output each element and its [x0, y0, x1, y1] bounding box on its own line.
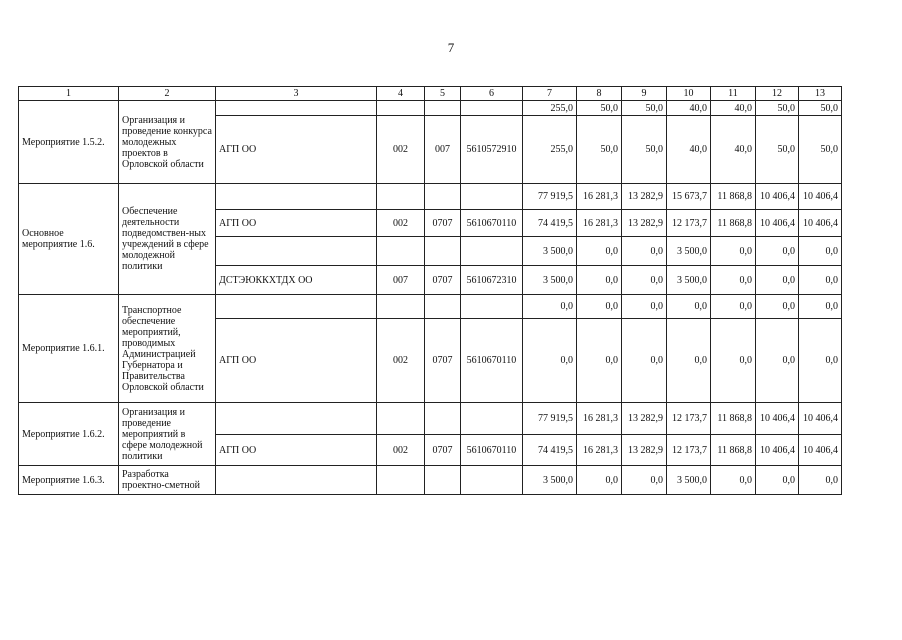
target-article-cell — [461, 184, 523, 210]
amount-cell: 13 282,9 — [622, 210, 667, 237]
executor-cell: АГП ОО — [216, 210, 377, 237]
grbs-code-cell — [377, 101, 425, 116]
amount-cell: 10 406,4 — [799, 184, 842, 210]
amount-cell: 0,0 — [711, 319, 756, 403]
amount-cell: 3 500,0 — [667, 237, 711, 266]
amount-cell: 0,0 — [577, 319, 622, 403]
amount-cell: 0,0 — [711, 466, 756, 495]
amount-cell: 0,0 — [577, 237, 622, 266]
column-header: 4 — [377, 87, 425, 101]
executor-cell — [216, 237, 377, 266]
column-header: 7 — [523, 87, 577, 101]
table-row — [19, 295, 842, 319]
amount-cell: 11 868,8 — [711, 210, 756, 237]
amount-cell: 3 500,0 — [667, 466, 711, 495]
target-article-cell — [461, 237, 523, 266]
event-name: Мероприятие 1.6.2. — [19, 403, 119, 466]
column-header: 1 — [19, 87, 119, 101]
section-code-cell — [425, 295, 461, 319]
amount-cell: 10 406,4 — [756, 184, 799, 210]
table-row — [19, 466, 842, 495]
amount-cell: 255,0 — [523, 116, 577, 184]
amount-cell: 0,0 — [799, 237, 842, 266]
amount-cell: 3 500,0 — [523, 466, 577, 495]
table-row — [19, 101, 842, 116]
target-article-cell: 5610670110 — [461, 319, 523, 403]
amount-cell: 3 500,0 — [667, 266, 711, 295]
amount-cell: 0,0 — [799, 466, 842, 495]
grbs-code-cell: 007 — [377, 266, 425, 295]
executor-cell: АГП ОО — [216, 116, 377, 184]
target-article-cell: 5610670110 — [461, 210, 523, 237]
amount-cell: 10 406,4 — [799, 435, 842, 466]
amount-cell: 0,0 — [622, 466, 667, 495]
amount-cell: 10 406,4 — [756, 403, 799, 435]
amount-cell: 0,0 — [577, 295, 622, 319]
amount-cell: 0,0 — [523, 295, 577, 319]
amount-cell: 12 173,7 — [667, 435, 711, 466]
event-description: Транспортное обеспечение мероприятий, проводимых Администрацией Губернатора и Правительства Орловской области — [119, 295, 216, 403]
grbs-code-cell — [377, 403, 425, 435]
amount-cell: 13 282,9 — [622, 435, 667, 466]
amount-cell: 0,0 — [799, 266, 842, 295]
amount-cell: 3 500,0 — [523, 237, 577, 266]
column-header: 3 — [216, 87, 377, 101]
executor-cell — [216, 295, 377, 319]
event-description: Разработка проектно-сметной — [119, 466, 216, 495]
amount-cell: 50,0 — [756, 101, 799, 116]
column-header: 9 — [622, 87, 667, 101]
amount-cell: 0,0 — [756, 266, 799, 295]
column-header: 8 — [577, 87, 622, 101]
amount-cell: 74 419,5 — [523, 210, 577, 237]
section-code-cell: 0707 — [425, 210, 461, 237]
amount-cell: 50,0 — [799, 101, 842, 116]
section-code-cell — [425, 403, 461, 435]
amount-cell: 12 173,7 — [667, 403, 711, 435]
amount-cell: 40,0 — [711, 116, 756, 184]
executor-cell: АГП ОО — [216, 319, 377, 403]
amount-cell: 40,0 — [667, 101, 711, 116]
amount-cell: 11 868,8 — [711, 435, 756, 466]
table-row — [19, 403, 842, 435]
amount-cell: 0,0 — [711, 295, 756, 319]
column-header: 2 — [119, 87, 216, 101]
event-description: Обеспечение деятельности подведомствен-ных учреждений в сфере молодежной политики — [119, 184, 216, 295]
amount-cell: 0,0 — [799, 295, 842, 319]
amount-cell: 0,0 — [622, 266, 667, 295]
amount-cell: 50,0 — [799, 116, 842, 184]
grbs-code-cell: 002 — [377, 210, 425, 237]
amount-cell: 0,0 — [756, 319, 799, 403]
amount-cell: 10 406,4 — [799, 210, 842, 237]
target-article-cell — [461, 101, 523, 116]
target-article-cell: 5610572910 — [461, 116, 523, 184]
amount-cell: 0,0 — [577, 466, 622, 495]
event-name: Мероприятие 1.5.2. — [19, 101, 119, 184]
amount-cell: 10 406,4 — [756, 210, 799, 237]
section-code-cell: 007 — [425, 116, 461, 184]
amount-cell: 0,0 — [756, 295, 799, 319]
amount-cell: 0,0 — [799, 319, 842, 403]
amount-cell: 40,0 — [711, 101, 756, 116]
amount-cell: 10 406,4 — [756, 435, 799, 466]
amount-cell: 0,0 — [711, 266, 756, 295]
executor-cell — [216, 101, 377, 116]
amount-cell: 0,0 — [667, 319, 711, 403]
amount-cell: 50,0 — [622, 101, 667, 116]
table-row — [19, 184, 842, 210]
table-body — [19, 87, 842, 495]
amount-cell: 40,0 — [667, 116, 711, 184]
amount-cell: 0,0 — [523, 319, 577, 403]
amount-cell: 0,0 — [756, 237, 799, 266]
amount-cell: 11 868,8 — [711, 403, 756, 435]
grbs-code-cell — [377, 466, 425, 495]
column-header: 5 — [425, 87, 461, 101]
event-description: Организация и проведение конкурса молодежных проектов в Орловской области — [119, 101, 216, 184]
amount-cell: 50,0 — [577, 116, 622, 184]
amount-cell: 0,0 — [711, 237, 756, 266]
amount-cell: 16 281,3 — [577, 184, 622, 210]
executor-cell: АГП ОО — [216, 435, 377, 466]
amount-cell: 13 282,9 — [622, 184, 667, 210]
amount-cell: 15 673,7 — [667, 184, 711, 210]
amount-cell: 13 282,9 — [622, 403, 667, 435]
amount-cell: 3 500,0 — [523, 266, 577, 295]
amount-cell: 12 173,7 — [667, 210, 711, 237]
amount-cell: 0,0 — [756, 466, 799, 495]
target-article-cell — [461, 295, 523, 319]
amount-cell: 0,0 — [622, 295, 667, 319]
budget-table — [18, 86, 842, 495]
grbs-code-cell: 002 — [377, 116, 425, 184]
event-name: Мероприятие 1.6.3. — [19, 466, 119, 495]
grbs-code-cell — [377, 237, 425, 266]
amount-cell: 10 406,4 — [799, 403, 842, 435]
amount-cell: 0,0 — [667, 295, 711, 319]
grbs-code-cell — [377, 184, 425, 210]
header-row — [19, 87, 842, 101]
column-header: 11 — [711, 87, 756, 101]
section-code-cell — [425, 184, 461, 210]
amount-cell: 77 919,5 — [523, 184, 577, 210]
column-header: 13 — [799, 87, 842, 101]
column-header: 6 — [461, 87, 523, 101]
event-name: Основное мероприятие 1.6. — [19, 184, 119, 295]
amount-cell: 0,0 — [577, 266, 622, 295]
executor-cell — [216, 466, 377, 495]
amount-cell: 0,0 — [622, 237, 667, 266]
amount-cell: 74 419,5 — [523, 435, 577, 466]
executor-cell — [216, 403, 377, 435]
amount-cell: 16 281,3 — [577, 210, 622, 237]
executor-cell: ДСТЭЮККХТДХ ОО — [216, 266, 377, 295]
section-code-cell — [425, 237, 461, 266]
page-number: 7 — [447, 40, 455, 55]
column-header: 10 — [667, 87, 711, 101]
section-code-cell — [425, 466, 461, 495]
amount-cell: 255,0 — [523, 101, 577, 116]
section-code-cell — [425, 101, 461, 116]
target-article-cell: 5610670110 — [461, 435, 523, 466]
amount-cell: 16 281,3 — [577, 403, 622, 435]
section-code-cell: 0707 — [425, 319, 461, 403]
amount-cell: 16 281,3 — [577, 435, 622, 466]
event-name: Мероприятие 1.6.1. — [19, 295, 119, 403]
amount-cell: 0,0 — [622, 319, 667, 403]
section-code-cell: 0707 — [425, 435, 461, 466]
amount-cell: 50,0 — [622, 116, 667, 184]
target-article-cell: 5610672310 — [461, 266, 523, 295]
grbs-code-cell: 002 — [377, 319, 425, 403]
event-description: Организация и проведение мероприятий в сфере молодежной политики — [119, 403, 216, 466]
section-code-cell: 0707 — [425, 266, 461, 295]
amount-cell: 50,0 — [577, 101, 622, 116]
target-article-cell — [461, 466, 523, 495]
amount-cell: 11 868,8 — [711, 184, 756, 210]
grbs-code-cell: 002 — [377, 435, 425, 466]
executor-cell — [216, 184, 377, 210]
target-article-cell — [461, 403, 523, 435]
amount-cell: 50,0 — [756, 116, 799, 184]
grbs-code-cell — [377, 295, 425, 319]
column-header: 12 — [756, 87, 799, 101]
amount-cell: 77 919,5 — [523, 403, 577, 435]
